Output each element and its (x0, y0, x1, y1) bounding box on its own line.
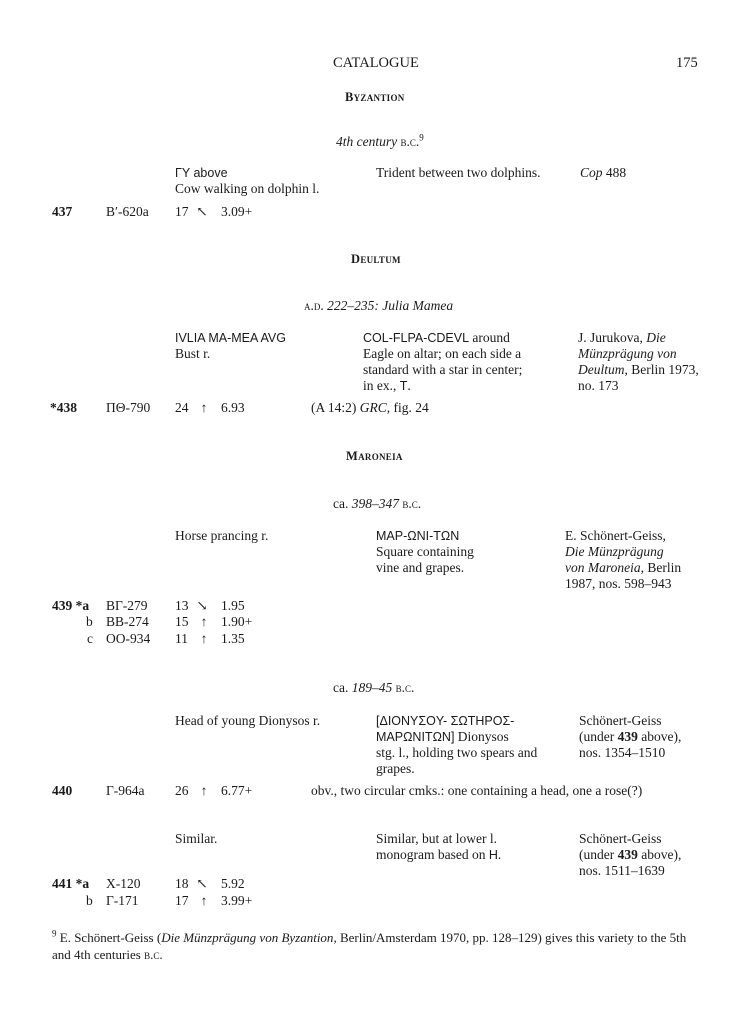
coin-weight: 3.99+ (221, 893, 253, 908)
die-axis-arrow-icon: ↖ (196, 204, 208, 219)
inventory-number: Γ-964a (106, 783, 145, 798)
coin-weight: 1.35 (221, 631, 245, 646)
obverse-description: ΓY above Cow walking on dolphin l. (175, 166, 320, 196)
coin-weight: 6.77+ (221, 783, 253, 798)
coin-note: obv., two circular cmks.: one containing a head, one a rose(?) (311, 783, 643, 798)
coin-weight: 1.95 (221, 598, 245, 613)
reference: Schönert-Geiss (under 439 above), nos. 1511–1639 (579, 831, 682, 878)
reverse-description: COL-FLPA-CDEVL around Eagle on altar; on each side a standard with a star in center; in ex., T. (363, 330, 523, 393)
obverse-description: Head of young Dionysos r. (175, 713, 321, 728)
coin-size: 26 (175, 783, 189, 798)
reference: E. Schönert-Geiss, Die Münzprägung von Maroneia, Berlin 1987, nos. 598–943 (565, 528, 682, 591)
coin-size: 17 (175, 204, 189, 219)
inventory-number: BB-274 (106, 614, 149, 629)
die-axis-arrow-icon: ↑ (200, 783, 208, 798)
coin-size: 11 (175, 631, 188, 646)
period-heading: a.d. 222–235: Julia Mamea (304, 298, 454, 313)
obverse-description: IVLIA MA-MEA AVG Bust r. (175, 331, 286, 361)
die-axis-arrow-icon: ↖ (196, 876, 208, 891)
reference: Cop 488 (580, 165, 627, 180)
obverse-description: Horse prancing r. (175, 528, 269, 543)
catalogue-number: *438 (50, 400, 77, 415)
reverse-description: [ΔIONYΣOY- ΣΩTHPOΣ- MAPΩNITΩN] Dionysos stg. l., holding two spears and grapes. (376, 714, 538, 776)
die-axis-arrow-icon: ↑ (200, 893, 208, 908)
catalogue-number: 437 (52, 204, 73, 219)
die-axis-arrow-icon: ↑ (200, 631, 208, 646)
coin-weight: 1.90+ (221, 614, 253, 629)
coin-size: 24 (175, 400, 189, 415)
die-axis-arrow-icon: ↑ (200, 614, 208, 629)
inventory-number: Γ-171 (106, 893, 139, 908)
die-axis-arrow-icon: ↑ (200, 400, 208, 415)
footnote-marker: 9 (52, 928, 57, 939)
obverse-description: Similar. (175, 831, 218, 846)
coin-weight: 5.92 (221, 876, 245, 891)
coin-note: (A 14:2) GRC, fig. 24 (311, 400, 429, 415)
section-title-maroneia: Maroneia (346, 449, 403, 463)
catalogue-number: 440 (52, 783, 73, 798)
inventory-number: BΓ-279 (106, 598, 148, 613)
coin-weight: 3.09+ (221, 204, 253, 219)
coin-size: 17 (175, 893, 189, 908)
variant-letter: b (86, 893, 93, 908)
page-number: 175 (676, 55, 698, 71)
reference: J. Jurukova, Die Münzprägung von Deultum, Berlin 1973, no. 173 (578, 330, 699, 393)
reverse-description: MAP-ΩNI-TΩN Square containing vine and grapes. (376, 529, 474, 575)
inventory-number: X-120 (106, 876, 141, 891)
inventory-number: B′-620a (106, 204, 149, 219)
period-heading: ca. 398–347 b.c. (333, 496, 422, 511)
reverse-description: Trident between two dolphins. (376, 165, 541, 180)
die-axis-arrow-icon: ↘ (196, 598, 208, 613)
coin-size: 15 (175, 614, 189, 629)
inventory-number: OO-934 (106, 631, 151, 646)
running-title: CATALOGUE (333, 55, 419, 71)
catalogue-number: 441 *a (52, 876, 90, 891)
variant-letter: c (87, 631, 93, 646)
coin-size: 18 (175, 876, 189, 891)
period-heading: 4th century b.c.$^9$ (336, 132, 424, 149)
footnote-ref: 9 (419, 132, 424, 143)
inventory-number: ΠΘ-790 (106, 400, 151, 415)
footnote: $^9$ E. Schönert-Geiss (Die Münzprägung von Byzantion, Berlin/Amsterdam 1970, pp. 128–129) gives this variety to the 5th and 4th centuries b.c. (52, 928, 687, 962)
period-heading: ca. 189–45 b.c. (333, 680, 415, 695)
coin-size: 13 (175, 598, 189, 613)
section-title-deultum: Deultum (351, 252, 401, 266)
catalogue-number: 439 *a (52, 598, 90, 613)
section-title-byzantion: Byzantion (345, 90, 405, 104)
reference: Schönert-Geiss (under 439 above), nos. 1354–1510 (579, 713, 682, 760)
variant-letter: b (86, 614, 93, 629)
reverse-description: Similar, but at lower l. monogram based on H. (376, 831, 502, 862)
coin-weight: 6.93 (221, 400, 245, 415)
